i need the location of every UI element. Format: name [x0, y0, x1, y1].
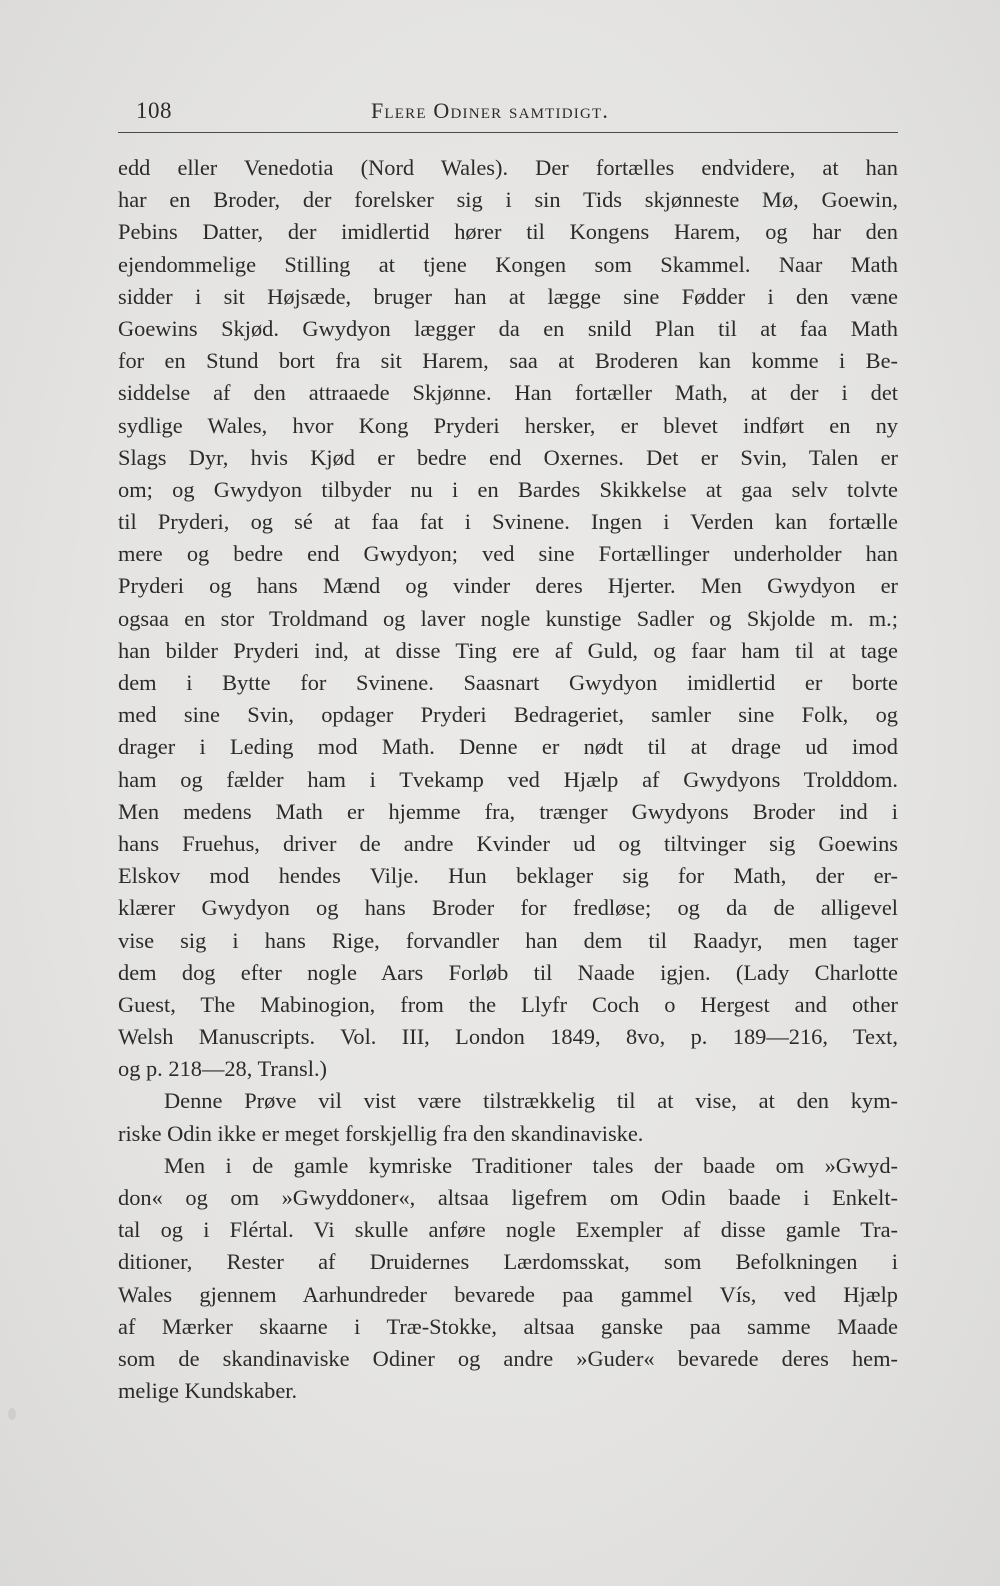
text-line: som de skandinaviske Odiner og andre »Guder« bevarede deres hem-: [118, 1345, 898, 1371]
text-line: edd eller Venedotia (Nord Wales). Der fortælles endvidere, at han: [118, 155, 898, 180]
text-line: sydlige Wales, hvor Kong Pryderi hersker, er blevet indført en ny: [118, 412, 898, 438]
text-line: af Mærker skaarne i Træ-Stokke, altsaa ganske paa samme Maade: [118, 1313, 898, 1339]
text-line: tal og i Flértal. Vi skulle anføre nogle Exempler af disse gamle Tra-: [118, 1217, 898, 1243]
text-line: han bilder Pryderi ind, at disse Ting ere af Guld, og faar ham til at tage: [118, 637, 898, 663]
text-line: ogsaa en stor Troldmand og laver nogle kunstige Sadler og Skjolde m. m.;: [118, 605, 898, 631]
text-line: ejendommelige Stilling at tjene Kongen som Skammel. Naar Math: [118, 251, 898, 277]
text-line: Goewins Skjød. Gwydyon lægger da en snild Plan til at faa Math: [118, 315, 898, 341]
text-line: om; og Gwydyon tilbyder nu i en Bardes Skikkelse at gaa selv tolvte: [118, 476, 898, 502]
page-header: [118, 98, 898, 128]
header-rule: [118, 132, 898, 133]
text-line: riske Odin ikke er meget forskjellig fra den skandinaviske.: [118, 1120, 644, 1146]
text-line: hans Fruehus, driver de andre Kvinder ud og tiltvinger sig Goewins: [118, 830, 898, 856]
text-line: Elskov mod hendes Vilje. Hun beklager sig for Math, der er-: [118, 863, 898, 889]
body-text: [118, 152, 898, 1407]
text-line: Wales gjennem Aarhundreder bevarede paa gammel Vís, ved Hjælp: [118, 1281, 898, 1307]
text-line: Pryderi og hans Mænd og vinder deres Hjerter. Men Gwydyon er: [118, 573, 898, 599]
text-line: med sine Svin, opdager Pryderi Bedrageriet, samler sine Folk, og: [118, 702, 898, 728]
page-number: 108: [136, 98, 172, 123]
text-line: Guest, The Mabinogion, from the Llyfr Coch o Hergest and other: [118, 991, 898, 1017]
text-line: ditioner, Rester af Druidernes Lærdomsskat, som Befolkningen i: [118, 1249, 898, 1275]
text-line: ham og fælder ham i Tvekamp ved Hjælp af Gwydyons Trolddom.: [118, 766, 898, 792]
text-line: mere og bedre end Gwydyon; ved sine Fortællinger underholder han: [118, 541, 898, 567]
text-line: og p. 218—28, Transl.): [118, 1056, 328, 1082]
text-line: dem dog efter nogle Aars Forløb til Naade igjen. (Lady Charlotte: [118, 959, 898, 985]
text-line: drager i Leding mod Math. Denne er nødt til at drage ud imod: [118, 734, 898, 760]
text-line: har en Broder, der forelsker sig i sin Tids skjønneste Mø, Goewin,: [118, 187, 898, 213]
text-line: Men medens Math er hjemme fra, trænger Gwydyons Broder ind i: [118, 798, 898, 824]
text-line: Denne Prøve vil vist være tilstrækkelig til at vise, at den kym-: [164, 1088, 898, 1114]
running-title: Flere Odiner samtidigt.: [371, 98, 610, 123]
text-line: for en Stund bort fra sit Harem, saa at Broderen kan komme i Be-: [118, 348, 898, 374]
text-line: dem i Bytte for Svinene. Saasnart Gwydyon imidlertid er borte: [118, 670, 898, 695]
text-line: til Pryderi, og sé at faa fat i Svinene. Ingen i Verden kan fortælle: [118, 509, 898, 535]
text-line: Welsh Manuscripts. Vol. III, London 1849, 8vo, p. 189—216, Text,: [118, 1024, 898, 1050]
text-line: don« og om »Gwyddoner«, altsaa ligefrem om Odin baade i Enkelt-: [118, 1185, 898, 1210]
text-line: vise sig i hans Rige, forvandler han dem til Raadyr, men tager: [118, 927, 898, 953]
text-line: sidder i sit Højsæde, bruger han at lægge sine Fødder i den væne: [118, 283, 898, 309]
text-line: melige Kundskaber.: [118, 1378, 298, 1404]
text-line: Pebins Datter, der imidlertid hører til Kongens Harem, og har den: [118, 219, 898, 245]
text-line: Slags Dyr, hvis Kjød er bedre end Oxernes. Det er Svin, Talen er: [118, 444, 898, 470]
text-line: Men i de gamle kymriske Traditioner tales der baade om »Gwyd-: [164, 1152, 898, 1178]
text-line: klærer Gwydyon og hans Broder for fredløse; og da de alligevel: [118, 895, 898, 921]
paper-speck: [8, 1408, 16, 1420]
text-line: siddelse af den attraaede Skjønne. Han fortæller Math, at der i det: [118, 380, 898, 406]
